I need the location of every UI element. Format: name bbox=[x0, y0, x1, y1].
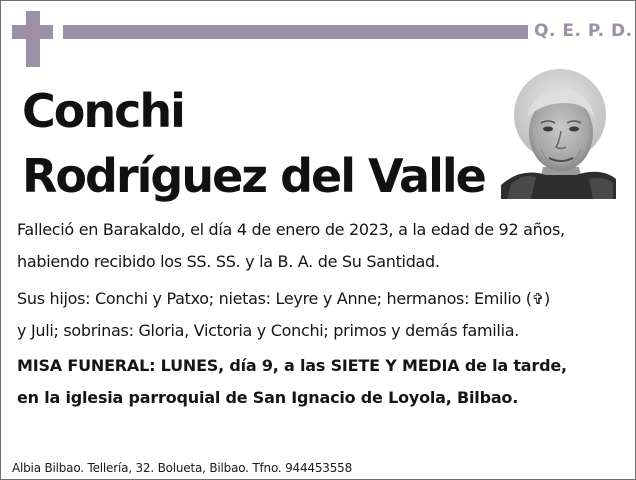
funeral-mass-info bbox=[17, 350, 625, 414]
family-list-line-1-close: ) bbox=[544, 289, 550, 308]
deceased-first-name: Conchi bbox=[22, 84, 184, 138]
header-rule bbox=[63, 25, 528, 39]
small-cross-icon: ✞ bbox=[531, 290, 544, 308]
funeral-mass-line-2: en la iglesia parroquial de San Ignacio de Loyola, Bilbao. bbox=[17, 388, 519, 407]
death-announcement-line-1: Falleció en Barakaldo, el día 4 de enero de 2023, a la edad de 92 años, bbox=[17, 220, 565, 239]
family-list bbox=[17, 283, 625, 347]
death-announcement-line-2: habiendo recibido los SS. SS. y la B. A. de Su Santidad. bbox=[17, 252, 440, 271]
latin-cross-icon-bar bbox=[12, 25, 53, 39]
funeral-mass-line-1: MISA FUNERAL: LUNES, día 9, a las SIETE Y MEDIA de la tarde, bbox=[17, 356, 567, 375]
family-list-line-2: y Juli; sobrinas: Gloria, Victoria y Conchi; primos y demás familia. bbox=[17, 321, 519, 340]
qepd-label: Q. E. P. D. bbox=[534, 21, 633, 41]
family-list-line-1-text: Sus hijos: Conchi y Patxo; nietas: Leyre y Anne; hermanos: Emilio ( bbox=[17, 289, 532, 308]
deceased-surnames: Rodríguez del Valle bbox=[22, 149, 485, 203]
family-list-line-1 bbox=[17, 283, 625, 315]
death-announcement bbox=[17, 214, 625, 278]
deceased-photo bbox=[501, 67, 616, 199]
latin-cross-icon bbox=[26, 11, 40, 67]
funeral-home-footer: Albia Bilbao. Tellería, 32. Bolueta, Bilbao. Tfno. 944453558 bbox=[12, 461, 353, 475]
